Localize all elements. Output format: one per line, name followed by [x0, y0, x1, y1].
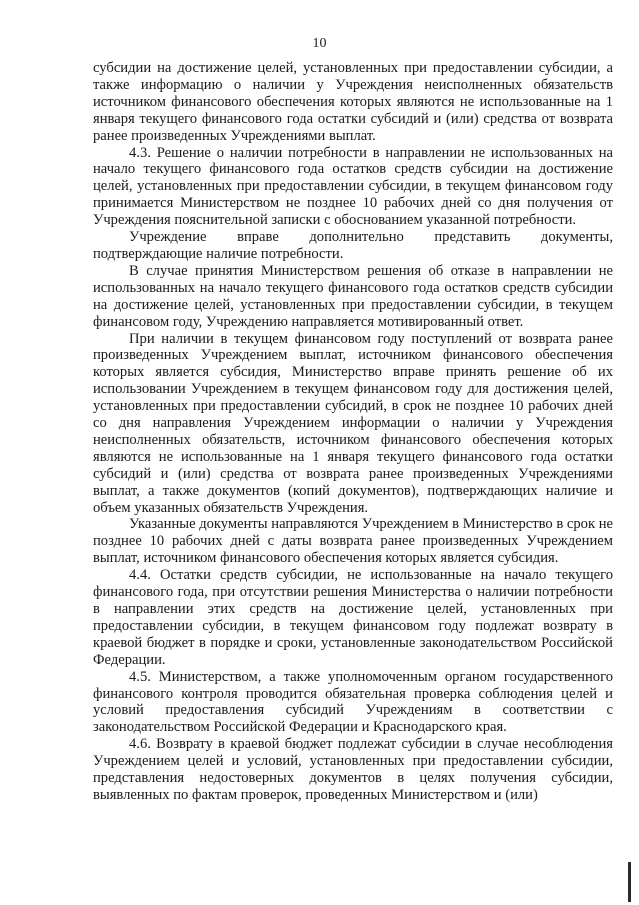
- paragraph: Указанные документы направляются Учреждением в Министерство в срок не позднее 10 рабочих дней с даты возврата ранее произведенных Учреждением выплат, источником финансового обеспечения которых является субсидия.: [93, 516, 613, 567]
- page-number: 10: [312, 36, 327, 51]
- paragraph: 4.3. Решение о наличии потребности в направлении не использованных на начало текущего финансового года остатков средств субсидии на достижение целей, установленных при предоставлении субсидии, в текущем финансовом году принимается Министерством не позднее 10 рабочих дней со дня получения от Учреждения пояснительной записки с обоснованием указанной потребности.: [93, 144, 613, 229]
- paragraph: 4.6. Возврату в краевой бюджет подлежат субсидии в случае несоблюдения Учреждением целей и условий, установленных при предоставлении субсидии, представления недостоверных документов в целях получения субсидии, выявленных по фактам проверок, проведенных Министерством и (или): [93, 736, 613, 803]
- paragraph: Учреждение вправе дополнительно представить документы, подтверждающие наличие потребности.: [93, 229, 613, 262]
- paragraph: субсидии на достижение целей, установленных при предоставлении субсидии, а также информацию о наличии у Учреждения неисполненных обязательств источником финансового обеспечения которых являются не использованные на 1 января текущего финансового года остатки субсидий и (или) средства от возврата ранее произведенных Учреждениями выплат.: [93, 60, 613, 144]
- paragraph: При наличии в текущем финансовом году поступлений от возврата ранее произведенных Учреждением выплат, источником финансового обеспечения которых является субсидия, Министерство вправе принять решение об их использовании Учреждением в текущем финансовом году для достижения целей, установленных при предоставлении субсидий, в срок не позднее 10 рабочих дней со дня направления Учреждением информации о наличии у Учреждения неисполненных обязательств, источником финансового обеспечения которых являются не использованные на 1 января текущего финансового года остатки субсидий и (или) средства от возврата ранее произведенных Учреждениями выплат, а также документов (копий документов), подтверждающих наличие и объем указанных обязательств Учреждения.: [93, 330, 613, 516]
- paragraph: В случае принятия Министерством решения об отказе в направлении не использованных на начало текущего финансового года остатков средств субсидии на достижение целей, установленных при предоставлении субсидии, в текущем финансовом году, Учреждению направляется мотивированный ответ.: [93, 262, 613, 330]
- scan-edge-mark: [628, 862, 631, 902]
- paragraph: 4.5. Министерством, а также уполномоченным органом государственного финансового контроля проводится обязательная проверка соблюдения целей и условий предоставления субсидий Учреждениям в соответствии с законодательством Российской Федерации и Краснодарского края.: [93, 668, 613, 736]
- document-body: [93, 60, 613, 804]
- paragraph: 4.4. Остатки средств субсидии, не использованные на начало текущего финансового года, при отсутствии решения Министерства о наличии потребности в направлении этих средств на достижение целей, установленных при предоставлении субсидии, в текущем финансовом году подлежат возврату в краевой бюджет в порядке и сроки, установленные законодательством Российской Федерации.: [93, 567, 613, 668]
